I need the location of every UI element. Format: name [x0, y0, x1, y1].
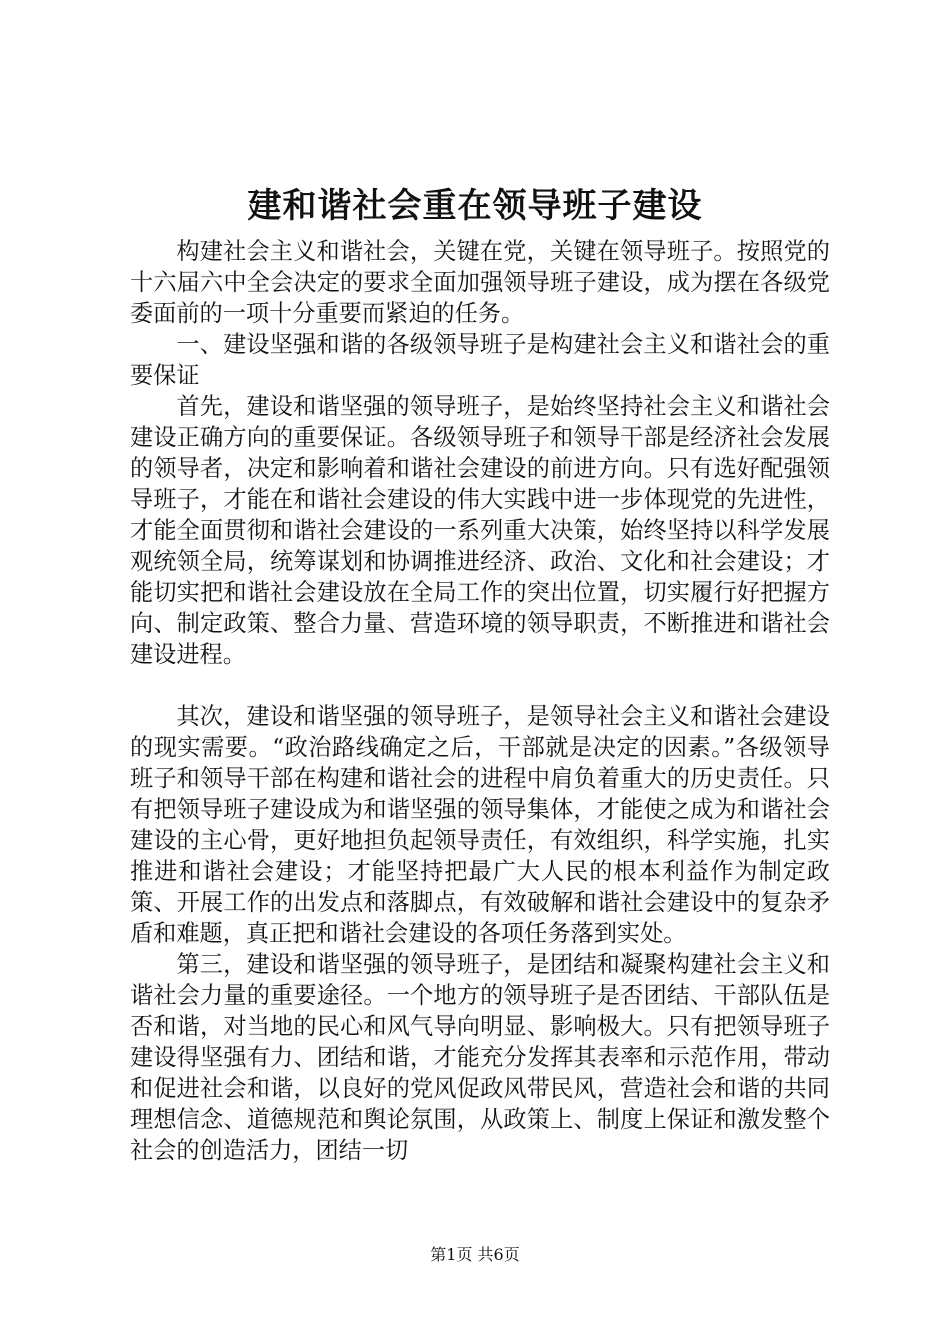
page-footer: 第1页 共6页 [430, 1245, 520, 1264]
paragraph-intro: 构建社会主义和谐社会，关键在党，关键在领导班子。按照党的十六届六中全会决定的要求全面加强领导班子建设，成为摆在各级党委面前的一项十分重要而紧迫的任务。 [130, 238, 830, 327]
paragraph-first: 首先，建设和谐坚强的领导班子，是始终坚持社会主义和谐社会建设正确方向的重要保证。各级领导班子和领导干部是经济社会发展的领导者，决定和影响着和谐社会建设的前进方向。只有选好配强领导班子，才能在和谐社会建设的伟大实践中进一步体现党的先进性，才能全面贯彻和谐社会建设的一系列重大决策，始终坚持以科学发展观统领全局，统筹谋划和协调推进经济、政治、文化和社会建设；才能切实把和谐社会建设放在全局工作的突出位置，切实履行好把握方向、制定政策、整合力量、营造环境的领导职责，不断推进和谐社会建设进程。 [130, 393, 830, 668]
paragraph-second: 其次，建设和谐坚强的领导班子，是领导社会主义和谐社会建设的现实需要。“政治路线确定之后，干部就是决定的因素。”各级领导班子和领导干部在构建和谐社会的进程中肩负着重大的历史责任。只有把领导班子建设成为和谐坚强的领导集体，才能使之成为和谐社会建设的主心骨，更好地担负起领导责任，有效组织，科学实施，扎实推进和谐社会建设；才能坚持把最广大人民的根本利益作为制定政策、开展工作的出发点和落脚点，有效破解和谐社会建设中的复杂矛盾和难题，真正把和谐社会建设的各项任务落到实处。 [130, 703, 830, 947]
section-heading-1: 一、建设坚强和谐的各级领导班子是构建社会主义和谐社会的重要保证 [130, 331, 830, 389]
paragraph-spacer [130, 670, 830, 701]
document-title: 建和谐社会重在领导班子建设 [247, 186, 703, 226]
document-body [130, 236, 830, 1166]
paragraph-third: 第三，建设和谐坚强的领导班子，是团结和凝聚构建社会主义和谐社会力量的重要途径。一个地方的领导班子是否团结、干部队伍是否和谐，对当地的民心和风气导向明显、影响极大。只有把领导班子建设得坚强有力、团结和谐，才能充分发挥其表率和示范作用，带动和促进社会和谐，以良好的党风促政风带民风，营造社会和谐的共同理想信念、道德规范和舆论氛围，从政策上、制度上保证和激发整个社会的创造活力，团结一切 [130, 951, 830, 1164]
